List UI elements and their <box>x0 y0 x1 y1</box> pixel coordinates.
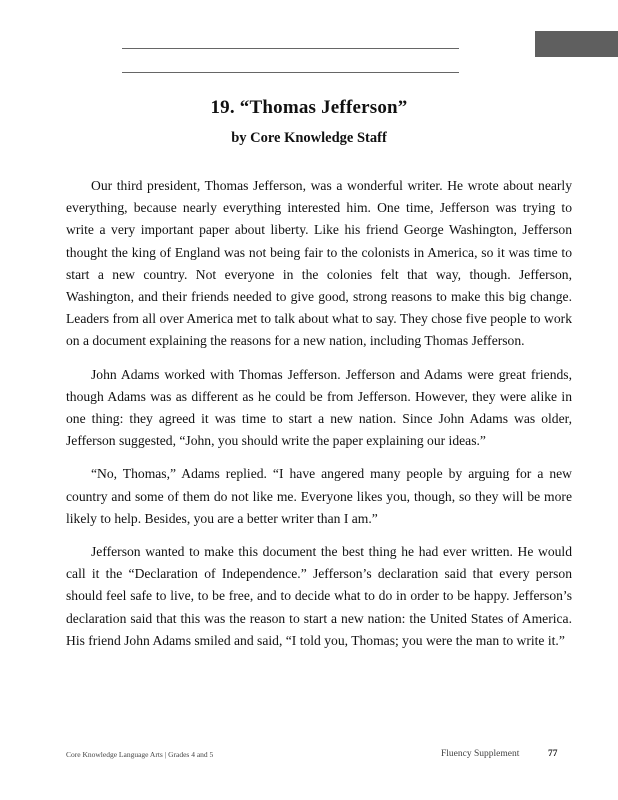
paragraph-1: Our third president, Thomas Jefferson, was a wonderful writer. He wrote about nearly everything, because nearly everything interested him. One time, Jefferson was trying to write a very important paper about liberty. Like his friend George Washington, Jefferson thought the king of England was not being fair to the colonists in America, so it was time to start a new country. Not everyone in the colonies felt that way, though. Jefferson, Washington, and their friends needed to give good, strong reasons to make this big change. Leaders from all over America met to talk about what to say. They chose five people to work on a document explaining the reasons for a new nation, including Thomas Jefferson. <box>66 178 572 349</box>
footer-section: Fluency Supplement <box>441 749 520 759</box>
page-title: 19. “Thomas Jefferson” <box>210 97 408 118</box>
page-number: 77 <box>548 749 558 759</box>
paragraph-4: Jefferson wanted to make this document the best thing he had ever written. He would call it the “Declaration of Independence.” Jefferson’s declaration said that every person should feel safe to live, to be free, and to decide what to do in order to be happy. Jefferson’s declaration said that this was the reason to start a new nation: the United States of America. His friend John Adams smiled and said, “I told you, Thomas; you were the man to write it.” <box>66 544 572 648</box>
paragraph-3: “No, Thomas,” Adams replied. “I have angered many people by arguing for a new country and some of them do not like me. Everyone likes you, though, so they will be more likely to help. Besides, you are a better writer than I am.” <box>66 466 572 526</box>
story-body <box>66 175 572 663</box>
paragraph-2: John Adams worked with Thomas Jefferson. Jefferson and Adams were great friends, though Adams was as different as he could be from Jefferson. However, they were alike in one thing: they agreed it was time to start a new nation. Since John Adams was older, Jefferson suggested, “John, you should write the paper explaining our ideas.” <box>66 366 572 449</box>
corner-tab <box>535 31 618 57</box>
footer-source: Core Knowledge Language Arts | Grades 4 and 5 <box>66 750 214 759</box>
header-rule-bottom <box>122 72 459 73</box>
byline: by Core Knowledge Staff <box>231 130 387 146</box>
header-rule-top <box>122 48 459 49</box>
